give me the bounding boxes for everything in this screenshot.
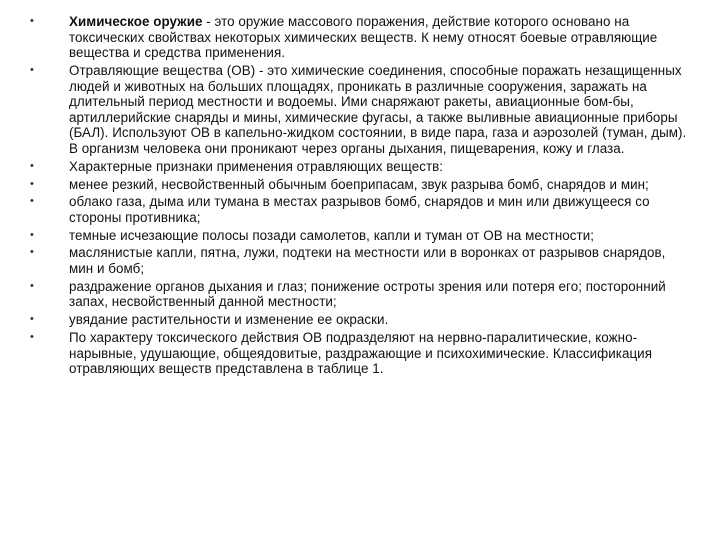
bullet-icon: • xyxy=(30,330,34,343)
list-item-sign-stripes xyxy=(30,228,690,244)
item-text: облако газа, дыма или тумана в местах разрывов бомб, снарядов и мин или движущееся со стороны противника; xyxy=(69,194,650,225)
list-item-sign-vegetation xyxy=(30,312,690,328)
list-item-sign-drops xyxy=(30,245,690,276)
item-text: раздражение органов дыхания и глаз; понижение остроты зрения или потеря его; посторонний запах, несвойственный данной местности; xyxy=(69,278,666,310)
bullet-icon: • xyxy=(30,177,34,190)
bullet-icon: • xyxy=(30,63,34,76)
bullet-icon: • xyxy=(30,195,34,208)
item-text: Отравляющие вещества (ОВ) - это химические соединения, способные поражать незащищенных людей и животных на больших площадях, проникать в различные сооружения, заражать на длительный период местности и водоемы. Ими снаряжают ракеты, авиационные бом-бы, артиллерийские снаряды и мины, химические фугасы, а также выливные авиационные приборы (БАЛ). Используют ОВ в капельно-жидком состоянии, в виде пара, газа и аэрозолей (туман, дым). В организм человека они проникают через органы дыхания, пищеварения, кожу и глаза. xyxy=(69,62,687,156)
list-item-classification xyxy=(30,330,690,377)
bullet-list xyxy=(30,14,690,379)
item-text: маслянистые капли, пятна, лужи, подтеки на местности или в воронках от разрывов снарядов, мин и бомб; xyxy=(69,245,666,277)
bullet-icon: • xyxy=(30,313,34,326)
item-text: По характеру токсического действия ОВ подразделяют на нервно-паралитические, кожно-нарывные, удушающие, общеядовитые, раздражающие и психохимические. Классификация отравляющих веществ представлена в таблице 1. xyxy=(69,329,653,377)
list-item-sign-cloud xyxy=(30,194,690,225)
item-text: темные исчезающие полосы позади самолетов, капли и туман от ОВ на местности; xyxy=(69,227,595,243)
bullet-icon: • xyxy=(30,279,34,292)
item-text: - это оружие массового поражения, действие которого основано на токсических свойствах некоторых химических веществ. К нему относят боевые отравляющие вещества и средства применения. xyxy=(69,14,658,61)
term-chemical-weapon: Химическое оружие xyxy=(69,14,203,29)
bullet-icon: • xyxy=(30,15,34,27)
list-item-signs-header xyxy=(30,159,690,175)
item-text: увядание растительности и изменение ее окраски. xyxy=(69,312,389,328)
list-item-toxic-substances xyxy=(30,63,690,157)
bullet-icon: • xyxy=(30,228,34,241)
list-item-sign-sound xyxy=(30,177,690,193)
bullet-icon: • xyxy=(30,246,34,259)
item-text: менее резкий, несвойственный обычным боеприпасам, звук разрыва бомб, снарядов и мин; xyxy=(69,176,649,192)
bullet-icon: • xyxy=(30,159,34,172)
list-item-chemical-weapon-definition xyxy=(30,14,690,61)
item-text: Характерные признаки применения отравляющих веществ: xyxy=(69,158,444,174)
list-item-sign-irritation xyxy=(30,279,690,310)
